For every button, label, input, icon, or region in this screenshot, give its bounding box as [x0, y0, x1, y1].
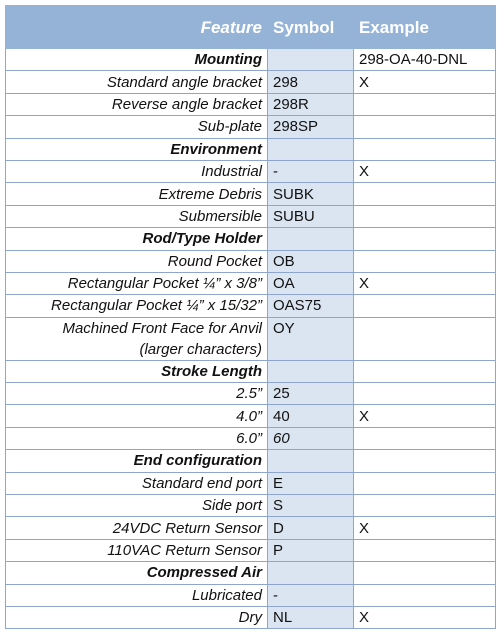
feature-cell: Submersible	[6, 205, 268, 227]
symbol-cell: 40	[268, 405, 354, 427]
feature-line: Machined Front Face for Anvil	[62, 319, 262, 337]
header-symbol: Symbol	[268, 6, 354, 49]
example-cell	[354, 584, 496, 606]
table-body	[6, 49, 496, 629]
example-cell: X	[354, 405, 496, 427]
example-cell	[354, 562, 496, 584]
feature-cell: Dry	[6, 606, 268, 628]
table-header-row	[6, 6, 496, 49]
example-cell	[354, 295, 496, 317]
feature-cell: Industrial	[6, 160, 268, 182]
symbol-cell: 25	[268, 383, 354, 405]
symbol-cell: OAS75	[268, 295, 354, 317]
example-cell	[354, 205, 496, 227]
feature-cell: 4.0”	[6, 405, 268, 427]
example-cell	[354, 472, 496, 494]
example-cell	[354, 360, 496, 382]
feature-cell: Standard angle bracket	[6, 71, 268, 93]
table-row	[6, 495, 496, 517]
table-row	[6, 317, 496, 360]
feature-table-container	[5, 5, 495, 629]
table-row	[6, 584, 496, 606]
table-row	[6, 517, 496, 539]
table-row	[6, 183, 496, 205]
symbol-cell	[268, 138, 354, 160]
symbol-cell: SUBU	[268, 205, 354, 227]
example-cell	[354, 450, 496, 472]
table-row	[6, 539, 496, 561]
feature-cell	[6, 317, 268, 360]
feature-cell: Extreme Debris	[6, 183, 268, 205]
feature-table	[5, 5, 496, 629]
feature-line: (larger characters)	[139, 340, 262, 358]
feature-cell: Side port	[6, 495, 268, 517]
symbol-cell: 298	[268, 71, 354, 93]
example-cell	[354, 250, 496, 272]
symbol-cell: S	[268, 495, 354, 517]
symbol-cell	[268, 49, 354, 71]
example-cell	[354, 93, 496, 115]
table-row	[6, 606, 496, 628]
feature-cell: 2.5”	[6, 383, 268, 405]
table-row	[6, 71, 496, 93]
example-cell	[354, 228, 496, 250]
symbol-cell	[268, 228, 354, 250]
example-cell: X	[354, 71, 496, 93]
example-cell	[354, 427, 496, 449]
symbol-cell: 298R	[268, 93, 354, 115]
symbol-cell: -	[268, 160, 354, 182]
symbol-cell: OB	[268, 250, 354, 272]
symbol-cell: NL	[268, 606, 354, 628]
section-row	[6, 360, 496, 382]
section-title: Stroke Length	[6, 360, 268, 382]
example-cell	[354, 383, 496, 405]
section-title: Environment	[6, 138, 268, 160]
table-row	[6, 250, 496, 272]
symbol-cell: SUBK	[268, 183, 354, 205]
feature-cell: 6.0”	[6, 427, 268, 449]
section-row	[6, 138, 496, 160]
table-row	[6, 295, 496, 317]
example-cell	[354, 138, 496, 160]
section-title: End configuration	[6, 450, 268, 472]
table-row	[6, 272, 496, 294]
feature-cell: Standard end port	[6, 472, 268, 494]
table-row	[6, 472, 496, 494]
symbol-cell: P	[268, 539, 354, 561]
feature-cell: Reverse angle bracket	[6, 93, 268, 115]
feature-cell: Round Pocket	[6, 250, 268, 272]
symbol-cell: D	[268, 517, 354, 539]
feature-cell: Rectangular Pocket ¼” x 15/32”	[6, 295, 268, 317]
example-cell: X	[354, 160, 496, 182]
symbol-cell: 60	[268, 427, 354, 449]
table-row	[6, 205, 496, 227]
table-row	[6, 427, 496, 449]
example-cell	[354, 116, 496, 138]
example-cell	[354, 183, 496, 205]
feature-cell: Rectangular Pocket ¼” x 3/8”	[6, 272, 268, 294]
feature-cell: Lubricated	[6, 584, 268, 606]
section-row	[6, 49, 496, 71]
header-feature: Feature	[6, 6, 268, 49]
table-row	[6, 93, 496, 115]
section-title: Compressed Air	[6, 562, 268, 584]
example-cell	[354, 539, 496, 561]
table-row	[6, 160, 496, 182]
section-row	[6, 228, 496, 250]
symbol-cell: E	[268, 472, 354, 494]
feature-cell: Sub-plate	[6, 116, 268, 138]
symbol-cell: OA	[268, 272, 354, 294]
section-title: Mounting	[6, 49, 268, 71]
symbol-cell: -	[268, 584, 354, 606]
feature-cell: 110VAC Return Sensor	[6, 539, 268, 561]
table-row	[6, 116, 496, 138]
feature-cell: 24VDC Return Sensor	[6, 517, 268, 539]
example-cell: X	[354, 606, 496, 628]
section-title: Rod/Type Holder	[6, 228, 268, 250]
symbol-cell	[268, 562, 354, 584]
example-cell: 298-OA-40-DNL	[354, 49, 496, 71]
example-cell: X	[354, 272, 496, 294]
header-example: Example	[354, 6, 496, 49]
symbol-cell: 298SP	[268, 116, 354, 138]
section-row	[6, 562, 496, 584]
symbol-cell	[268, 360, 354, 382]
symbol-cell	[268, 450, 354, 472]
example-cell	[354, 317, 496, 360]
example-cell	[354, 495, 496, 517]
table-row	[6, 383, 496, 405]
symbol-cell: OY	[268, 317, 354, 360]
table-row	[6, 405, 496, 427]
example-cell: X	[354, 517, 496, 539]
section-row	[6, 450, 496, 472]
